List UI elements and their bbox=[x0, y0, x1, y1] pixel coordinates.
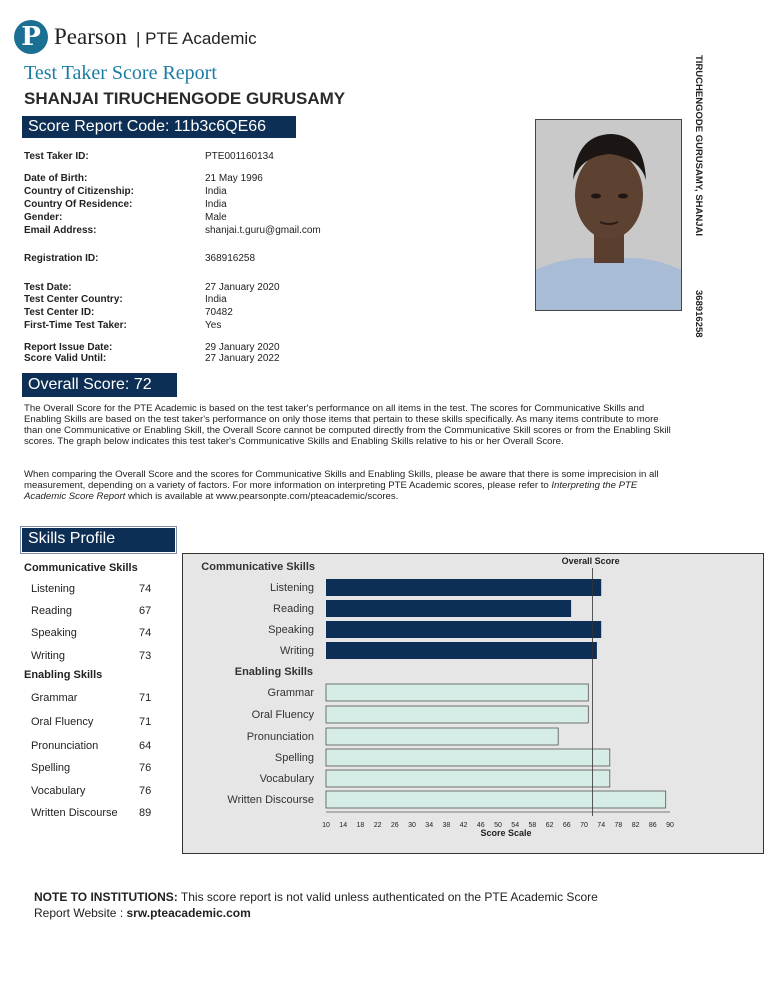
bar-label: Written Discourse bbox=[227, 794, 314, 806]
info-value: 70482 bbox=[205, 307, 233, 318]
skill-label: Oral Fluency bbox=[31, 716, 94, 728]
skill-bar bbox=[326, 684, 588, 701]
brand-name: Pearson bbox=[54, 24, 127, 49]
skill-bar bbox=[326, 770, 610, 787]
x-tick-label: 66 bbox=[562, 822, 571, 829]
info-label: Test Date: bbox=[24, 282, 72, 293]
side-registration-id: 368916258 bbox=[693, 290, 704, 338]
overall-score: Overall Score: 72 bbox=[28, 376, 152, 393]
x-tick-label: 82 bbox=[631, 822, 640, 829]
skill-score: 74 bbox=[139, 627, 152, 639]
x-tick-label: 54 bbox=[511, 822, 520, 829]
report-title: Test Taker Score Report bbox=[24, 62, 217, 84]
x-tick-label: 10 bbox=[322, 822, 330, 829]
overall-score-banner bbox=[22, 373, 177, 397]
enabling-skills-chart-heading: Enabling Skills bbox=[234, 666, 313, 678]
x-tick-label: 62 bbox=[545, 822, 554, 829]
info-value: 368916258 bbox=[205, 253, 256, 264]
skill-score: 76 bbox=[139, 785, 152, 797]
bar-label: Spelling bbox=[274, 752, 314, 764]
measurement-note-text: When comparing the Overall Score and the scores for Communicative Skills and Enabling Skills, please be aware that there is some imprecision in all measurement, depending on a variety of factors. For more information on interpreting PTE Academic scores, please refer to bbox=[24, 469, 659, 491]
skill-bar bbox=[326, 642, 597, 659]
skill-score: 64 bbox=[139, 740, 152, 752]
info-label: Test Center ID: bbox=[24, 307, 95, 318]
x-axis-title: Score Scale bbox=[480, 828, 532, 838]
skill-label: Speaking bbox=[31, 627, 77, 639]
bar-label: Writing bbox=[279, 645, 314, 657]
skill-label: Pronunciation bbox=[31, 740, 99, 752]
info-label: Test Taker ID: bbox=[24, 151, 89, 162]
x-tick-label: 14 bbox=[339, 822, 348, 829]
skills-bar-chart bbox=[183, 554, 763, 853]
x-tick-label: 26 bbox=[390, 822, 399, 829]
x-tick-label: 50 bbox=[494, 822, 502, 829]
bar-label: Listening bbox=[269, 582, 314, 594]
x-tick-label: 18 bbox=[356, 822, 365, 829]
measurement-note bbox=[24, 469, 674, 502]
bar-label: Pronunciation bbox=[246, 731, 314, 743]
skill-score: 73 bbox=[139, 650, 152, 662]
skill-bar bbox=[326, 706, 588, 723]
skill-label: Grammar bbox=[31, 692, 78, 704]
side-candidate-name: TIRUCHENGODE GURUSAMY, SHANJAI bbox=[693, 55, 704, 237]
skills-profile-label: Skills Profile bbox=[28, 530, 116, 547]
skill-score: 67 bbox=[139, 605, 152, 617]
score-report-website-link[interactable]: srw.pteacademic.com bbox=[126, 906, 251, 920]
skill-label: Writing bbox=[31, 650, 66, 662]
note-text: This score report is not valid unless authenticated on the PTE Academic Score bbox=[177, 890, 598, 904]
skill-bar bbox=[326, 749, 610, 766]
bar-label: Reading bbox=[273, 603, 314, 615]
x-tick-label: 78 bbox=[614, 822, 623, 829]
x-tick-label: 34 bbox=[425, 822, 434, 829]
institution-note bbox=[34, 889, 654, 921]
skill-score: 76 bbox=[139, 762, 152, 774]
skill-score: 89 bbox=[139, 807, 152, 819]
skill-score: 74 bbox=[139, 583, 152, 595]
skill-label: Written Discourse bbox=[31, 807, 118, 819]
overall-score-line-label: Overall Score bbox=[561, 556, 620, 566]
info-value: India bbox=[205, 186, 227, 197]
info-label: Test Center Country: bbox=[24, 294, 123, 305]
skill-bar bbox=[326, 579, 601, 596]
x-tick-label: 86 bbox=[648, 822, 657, 829]
x-tick-label: 74 bbox=[597, 822, 606, 829]
note-heading: NOTE TO INSTITUTIONS: bbox=[34, 890, 178, 904]
skill-score: 71 bbox=[139, 692, 152, 704]
pearson-logo-icon: P bbox=[14, 20, 48, 54]
skills-profile-banner bbox=[22, 528, 175, 552]
measurement-note-tail: which is available at www.pearsonpte.com/pteacademic/scores. bbox=[125, 491, 399, 502]
skill-label: Reading bbox=[31, 605, 72, 617]
info-label: Date of Birth: bbox=[24, 173, 88, 184]
info-label: First-Time Test Taker: bbox=[24, 320, 127, 331]
info-label: Score Valid Until: bbox=[24, 353, 107, 364]
x-tick-label: 46 bbox=[476, 822, 485, 829]
info-value: 29 January 2020 bbox=[205, 342, 280, 353]
skill-bar bbox=[326, 791, 666, 808]
x-tick-label: 70 bbox=[580, 822, 588, 829]
candidate-photo bbox=[535, 119, 682, 311]
interpreting-report-title: Interpreting the PTE Academic Score Report bbox=[24, 480, 638, 502]
info-value: 27 January 2022 bbox=[205, 353, 280, 364]
candidate-name: SHANJAI TIRUCHENGODE GURUSAMY bbox=[24, 89, 346, 108]
bar-label: Grammar bbox=[267, 687, 314, 699]
info-label: Registration ID: bbox=[24, 253, 99, 264]
skill-label: Listening bbox=[31, 583, 76, 595]
bar-label: Vocabulary bbox=[259, 773, 314, 785]
info-value: PTE001160134 bbox=[205, 151, 274, 162]
info-label: Email Address: bbox=[24, 225, 97, 236]
communicative-skills-heading: Communicative Skills bbox=[24, 562, 138, 574]
info-label: Country of Citizenship: bbox=[24, 186, 134, 197]
skill-label: Vocabulary bbox=[31, 785, 86, 797]
product-name: | PTE Academic bbox=[136, 29, 257, 48]
x-tick-label: 90 bbox=[666, 822, 674, 829]
info-label: Gender: bbox=[24, 212, 63, 223]
info-value: 21 May 1996 bbox=[205, 173, 263, 184]
person-silhouette-icon bbox=[536, 120, 681, 310]
communicative-skills-chart-heading: Communicative Skills bbox=[201, 561, 315, 573]
score-report-code-banner bbox=[22, 116, 296, 138]
score-report-code: Score Report Code: 11b3c6QE66 bbox=[28, 118, 267, 135]
info-value: 27 January 2020 bbox=[205, 282, 280, 293]
skill-score: 71 bbox=[139, 716, 152, 728]
info-value: shanjai.t.guru@gmail.com bbox=[205, 225, 321, 236]
x-tick-label: 38 bbox=[442, 822, 451, 829]
skills-chart bbox=[182, 553, 764, 854]
info-value: Yes bbox=[205, 320, 222, 331]
enabling-skills-heading: Enabling Skills bbox=[24, 669, 103, 681]
x-tick-label: 42 bbox=[459, 822, 468, 829]
x-tick-label: 22 bbox=[373, 822, 382, 829]
info-label: Report Issue Date: bbox=[24, 342, 113, 353]
info-value: Male bbox=[205, 212, 227, 223]
bar-label: Oral Fluency bbox=[251, 709, 314, 721]
skill-bar bbox=[326, 621, 601, 638]
overall-score-explanation: The Overall Score for the PTE Academic is based on the test taker's performance on all items in the test. The scores for Communicative Skills and Enabling Skills are based on the test taker's performance on only those items that pertain to these skills specifically. As many items contribute to more than one Communicative or Enabling Skill, the Overall Score cannot be computed directly from the Communicative Skill scores or from the Enabling Skill scores. The graph below indicates this test taker's Communicative Skills and Enabling Skills relative to his or her Overall Score. bbox=[24, 403, 671, 447]
x-tick-label: 30 bbox=[408, 822, 416, 829]
info-value: India bbox=[205, 294, 227, 305]
info-label: Country Of Residence: bbox=[24, 199, 133, 210]
skill-bar bbox=[326, 600, 571, 617]
info-value: India bbox=[205, 199, 227, 210]
skill-label: Spelling bbox=[31, 762, 71, 774]
x-tick-label: 58 bbox=[528, 822, 537, 829]
skill-bar bbox=[326, 728, 558, 745]
bar-label: Speaking bbox=[268, 624, 314, 636]
note-text-2: Report Website : bbox=[34, 906, 124, 920]
